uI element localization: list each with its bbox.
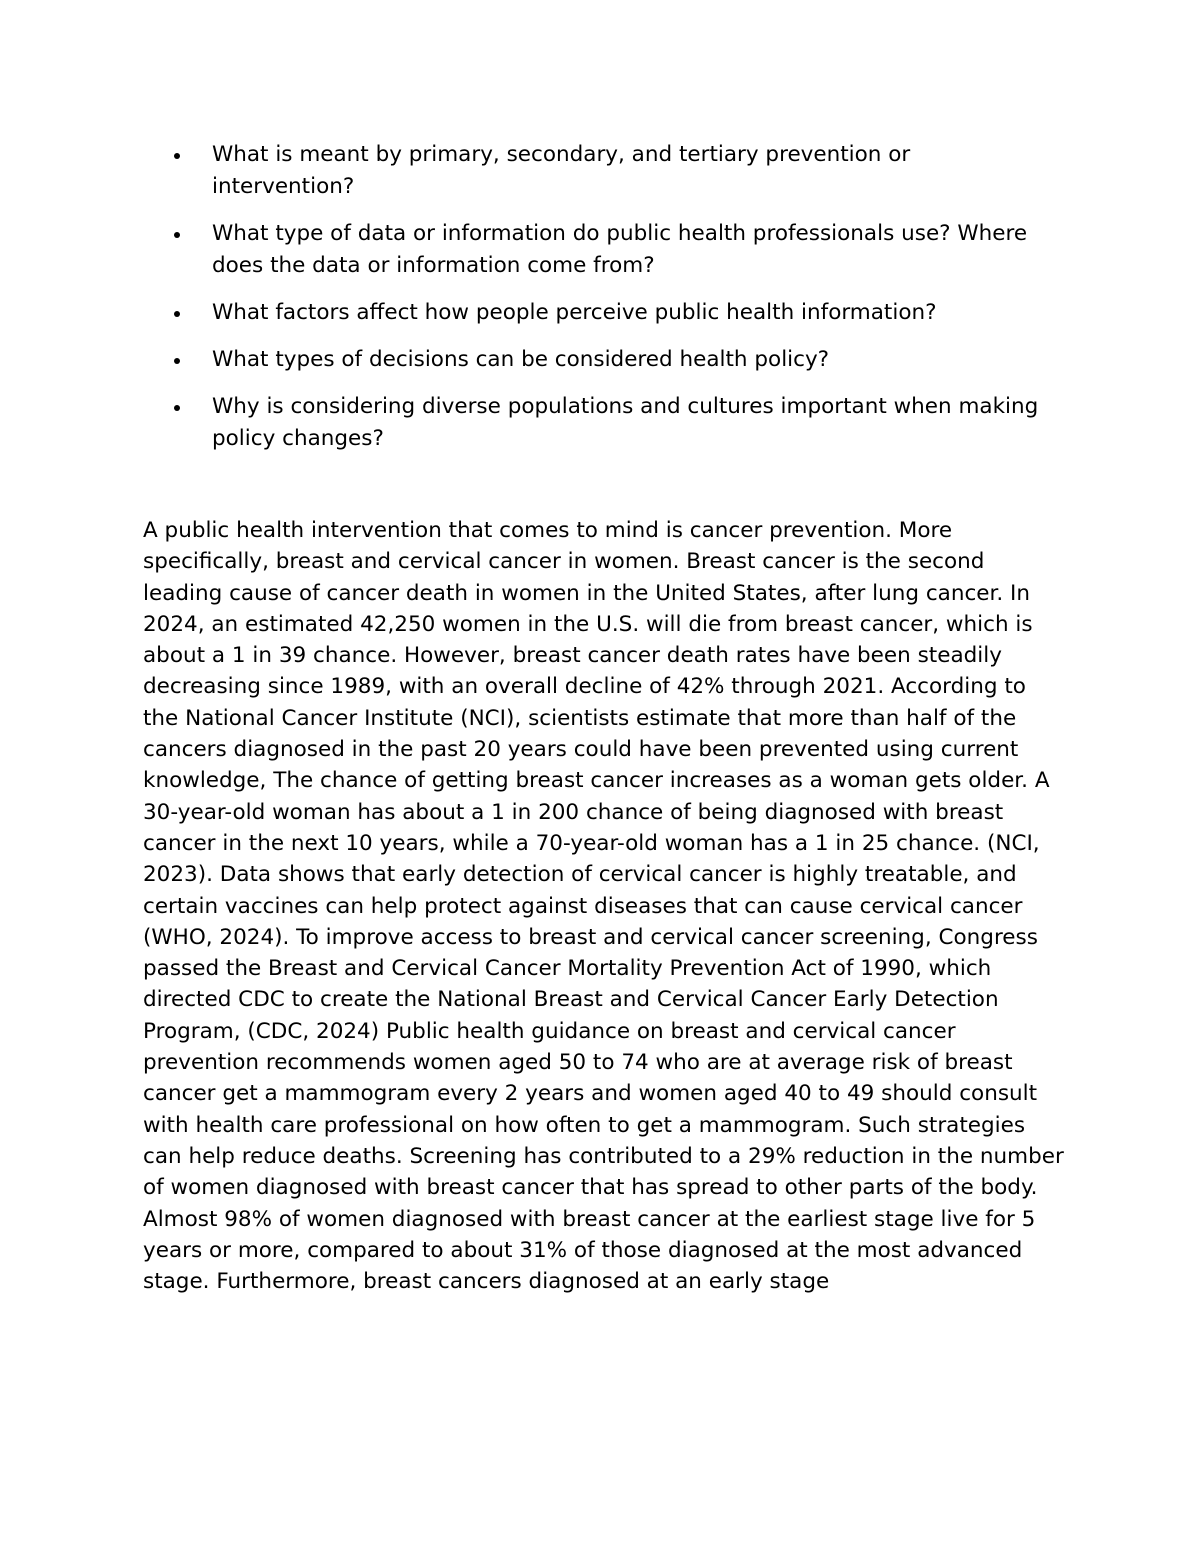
list-item bbox=[0, 139, 1042, 203]
list-item bbox=[0, 391, 1042, 455]
list-item-text: Why is considering diverse populations and cultures important when making policy changes? bbox=[212, 394, 1039, 451]
list-item bbox=[0, 344, 1042, 376]
list-item-text: What types of decisions can be considered health policy? bbox=[212, 347, 830, 372]
bullet-icon bbox=[174, 311, 180, 317]
bullet-icon bbox=[174, 405, 180, 411]
list-item-text: What is meant by primary, secondary, and tertiary prevention or intervention? bbox=[212, 142, 911, 199]
body-paragraph: A public health intervention that comes to mind is cancer prevention. More specifically, breast and cervical cancer in women. Breast cancer is the second leading cause of cancer death in women in the United States, after lung cancer. In 2024, an estimated 42,250 women in the U.S. will die from breast cancer, which is about a 1 in 39 chance. However, breast cancer death rates have been steadily decreasing since 1989, with an overall decline of 42% through 2021. According to the National Cancer Institute (NCI), scientists estimate that more than half of the cancers diagnosed in the past 20 years could have been prevented using current knowledge, The chance of getting breast cancer increases as a woman gets older. A 30-year-old woman has about a 1 in 200 chance of being diagnosed with breast cancer in the next 10 years, while a 70-year-old woman has a 1 in 25 chance. (NCI, 2023). Data shows that early detection of cervical cancer is highly treatable, and certain vaccines can help protect against diseases that can cause cervical cancer (WHO, 2024). To improve access to breast and cervical cancer screening, Congress passed the Breast and Cervical Cancer Mortality Prevention Act of 1990, which directed CDC to create the National Breast and Cervical Cancer Early Detection Program, (CDC, 2024) Public health guidance on breast and cervical cancer prevention recommends women aged 50 to 74 who are at average risk of breast cancer get a mammogram every 2 years and women aged 40 to 49 should consult with health care professional on how often to get a mammogram. Such strategies can help reduce deaths. Screening has contributed to a 29% reduction in the number of women diagnosed with breast cancer that has spread to other parts of the body. Almost 98% of women diagnosed with breast cancer at the earliest stage live for 5 years or more, compared to about 31% of those diagnosed at the most advanced stage. Furthermore, breast cancers diagnosed at an early stage bbox=[143, 518, 1064, 1295]
question-list bbox=[0, 139, 1200, 470]
bullet-icon bbox=[174, 232, 180, 238]
list-item-text: What factors affect how people perceive public health information? bbox=[212, 300, 937, 325]
bullet-icon bbox=[174, 153, 180, 159]
list-item-text: What type of data or information do public health professionals use? Where does the data or information come from? bbox=[212, 221, 1028, 278]
bullet-icon bbox=[174, 358, 180, 364]
list-item bbox=[0, 218, 1042, 282]
list-item bbox=[0, 297, 1042, 329]
